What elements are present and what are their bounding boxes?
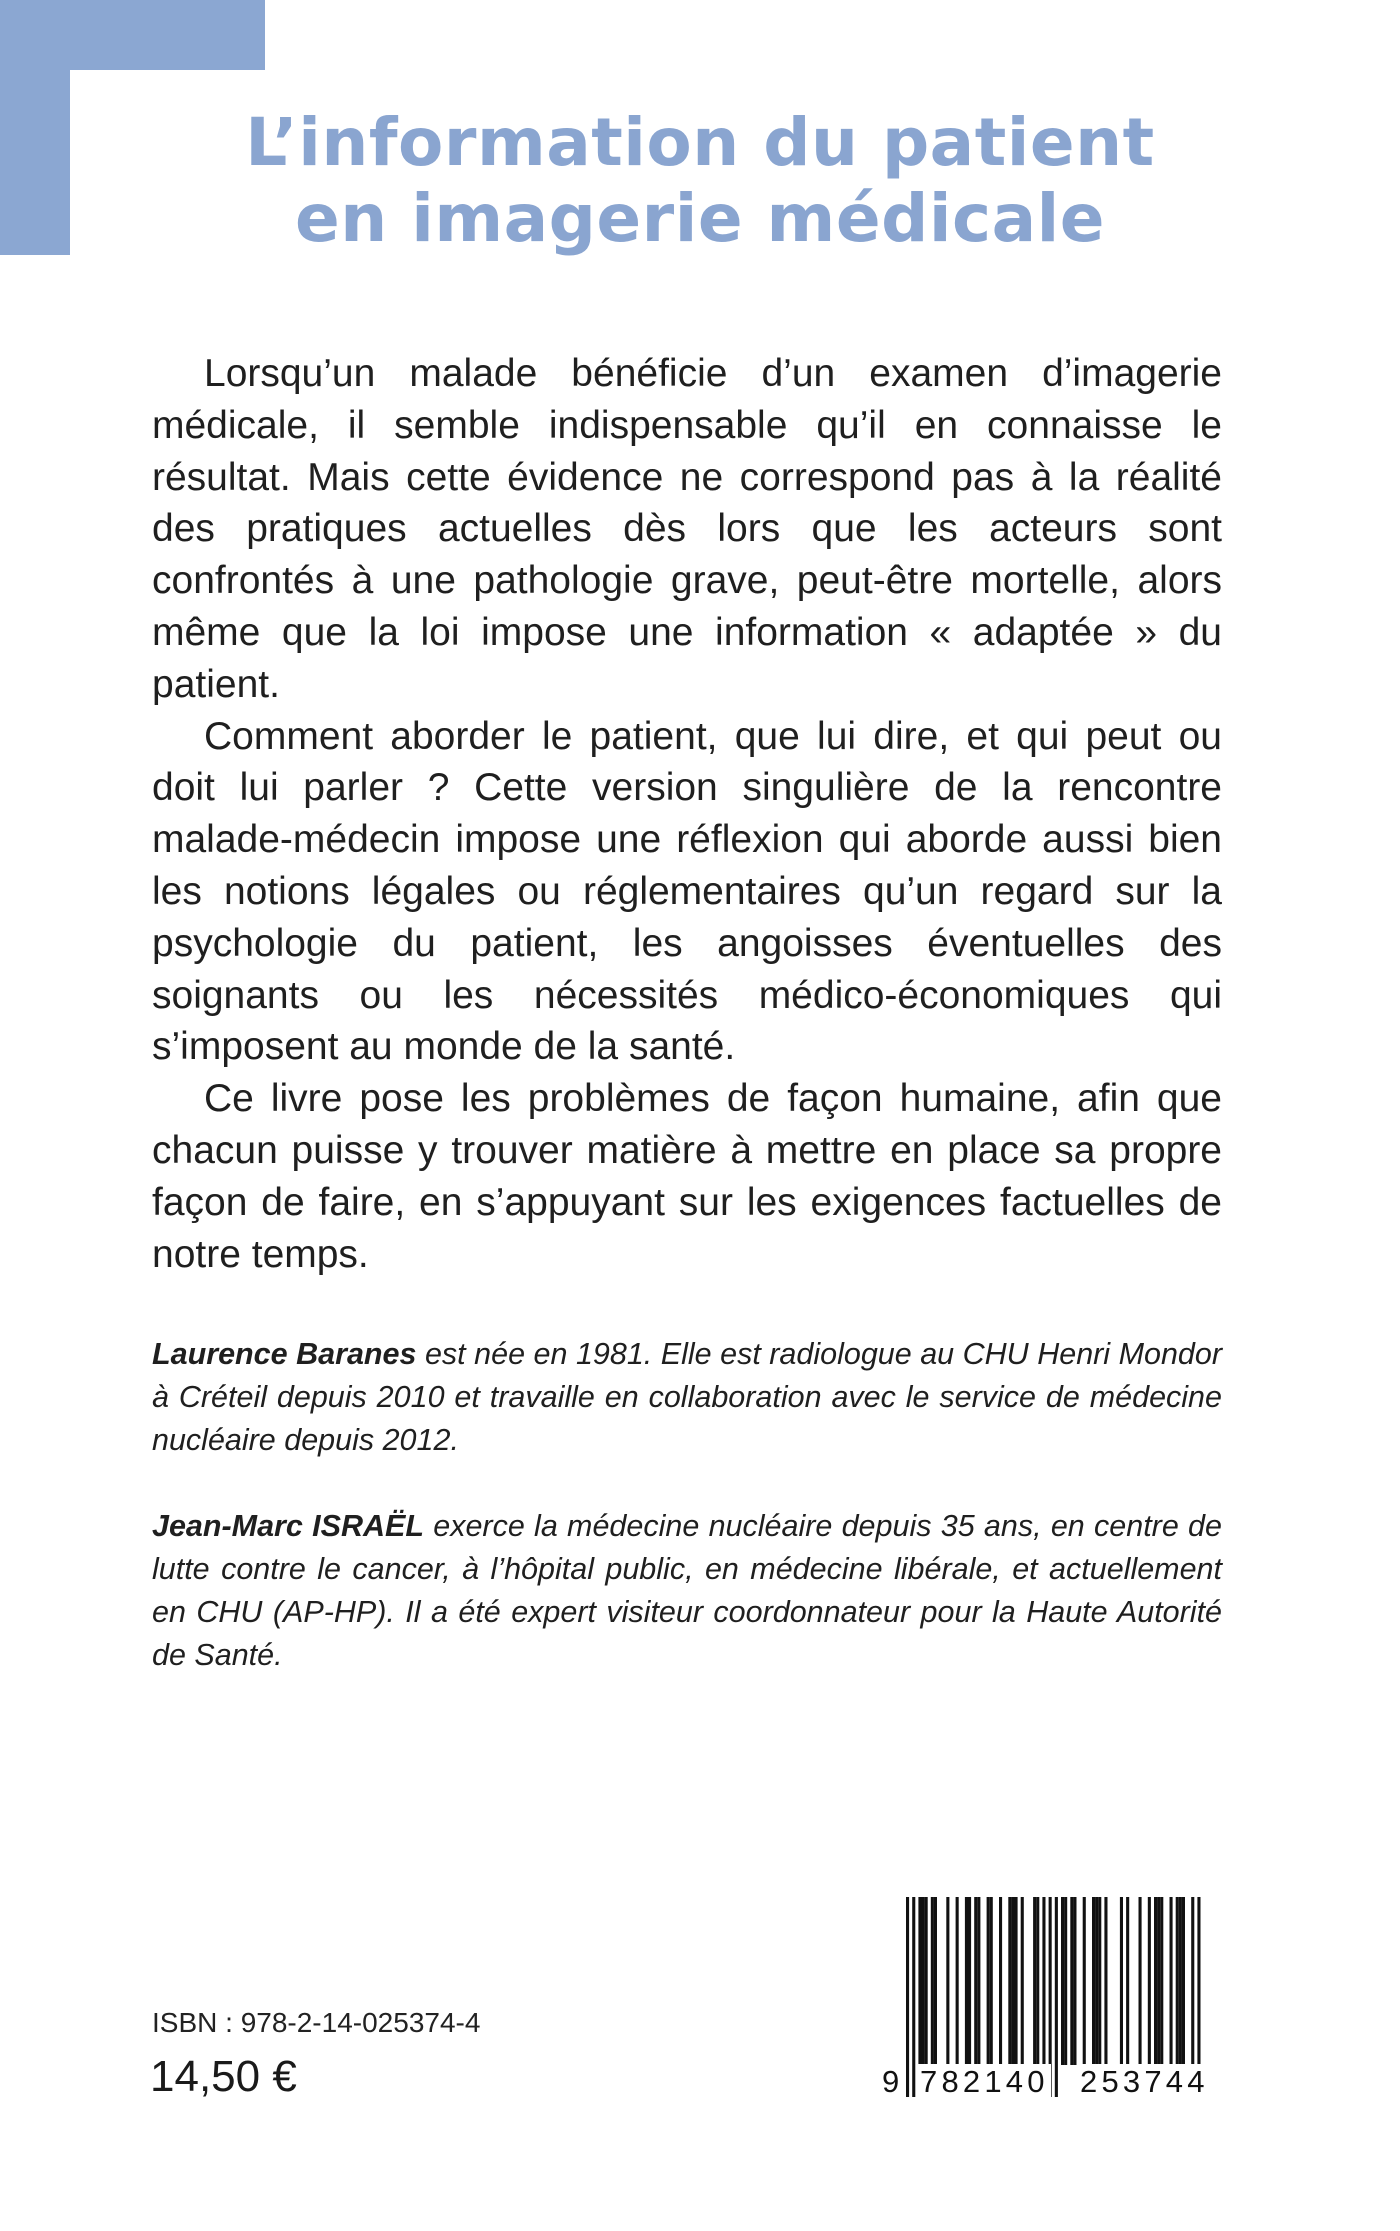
barcode-bar bbox=[1182, 1897, 1185, 2065]
barcode-bar bbox=[1055, 1897, 1058, 2097]
barcode-bar bbox=[1083, 1897, 1086, 2065]
barcode-bar bbox=[977, 1897, 980, 2065]
summary-paragraph: Ce livre pose les problèmes de façon humaine, afin que chacun puisse y trouver matière à mettre en place sa propre façon de faire, en s’appuyant sur les exigences factuelles de notre temps. bbox=[152, 1077, 1222, 1276]
barcode-bar bbox=[968, 1897, 971, 2065]
barcode-bar bbox=[987, 1897, 990, 2065]
back-cover-summary bbox=[152, 348, 1222, 1280]
barcode-bar bbox=[922, 1897, 925, 2065]
barcode-bar bbox=[931, 1897, 934, 2065]
barcode-bar bbox=[1070, 1897, 1073, 2065]
barcode-bar bbox=[1176, 1897, 1179, 2065]
author-bio-text: exerce la médecine nucléaire depuis 35 ans, en centre de lutte contre le cancer, à l’hôpital public, en médecine libérale, et actuellement en CHU (AP-HP). Il a été expert visiteur coordonnateur pour la Haute Autorité de Santé. bbox=[152, 1509, 1222, 1672]
barcode-left-group: 782140 bbox=[920, 2064, 1049, 2099]
barcode-bar bbox=[1092, 1897, 1095, 2065]
isbn-label: ISBN : 978-2-14-025374-4 bbox=[152, 2007, 481, 2038]
barcode-bar bbox=[1170, 1897, 1173, 2065]
barcode-bar bbox=[1120, 1897, 1123, 2065]
author-bio bbox=[152, 1333, 1222, 1462]
barcode-bar bbox=[999, 1897, 1002, 2065]
barcode-bar bbox=[1015, 1897, 1018, 2065]
author-bio bbox=[152, 1505, 1222, 1677]
barcode-bar bbox=[1011, 1897, 1014, 2065]
barcode-bar bbox=[965, 1897, 968, 2065]
price-label: 14,50 € bbox=[150, 2052, 297, 2101]
barcode-bar bbox=[1021, 1897, 1024, 2065]
barcode-bar bbox=[1160, 1897, 1163, 2065]
author-name: Jean-Marc ISRAËL bbox=[152, 1509, 424, 1543]
barcode-bar bbox=[974, 1897, 977, 2065]
summary-paragraph: Lorsqu’un malade bénéficie d’un examen d’imagerie médicale, il semble indispensable qu’il en connaisse le résultat. Mais cette évidence ne correspond pas à la réalité des pratiques actuelles dès lors que les acteurs sont confrontés à une pathologie grave, peut-être mortelle, alors même que la loi impose une information « adaptée » du patient. bbox=[152, 352, 1222, 706]
barcode-bar bbox=[1126, 1897, 1129, 2065]
barcode-bar bbox=[1098, 1897, 1101, 2065]
barcode-bar bbox=[1042, 1897, 1045, 2065]
barcode-bar bbox=[912, 1897, 915, 2097]
barcode-bar bbox=[990, 1897, 993, 2065]
corner-accent-bar bbox=[0, 0, 70, 255]
book-title-line-1: L’information du patient bbox=[245, 104, 1155, 181]
barcode-right-group: 253744 bbox=[1080, 2064, 1209, 2099]
summary-paragraph: Comment aborder le patient, que lui dire, et qui peut ou doit lui parler ? Cette version singulière de la rencontre malade-médecin impose une réflexion qui aborde aussi bien les notions légales ou réglementaires qu’un regard sur la psychologie du patient, les angoisses éventuelles des soignants ou les nécessités médico-économiques qui s’imposent au monde de la santé. bbox=[152, 714, 1222, 1069]
barcode-first-digit: 9 bbox=[882, 2064, 904, 2099]
barcode-bar bbox=[1064, 1897, 1067, 2065]
barcode-bar bbox=[1033, 1897, 1036, 2065]
barcode-bar bbox=[1036, 1897, 1039, 2065]
barcode-bar bbox=[925, 1897, 928, 2065]
barcode-bar bbox=[1008, 1897, 1011, 2065]
barcode-bar bbox=[1073, 1897, 1076, 2065]
barcode-bar bbox=[1148, 1897, 1151, 2065]
barcode-bar bbox=[1157, 1897, 1160, 2065]
barcode-bar bbox=[1061, 1897, 1064, 2065]
book-title-line-2: en imagerie médicale bbox=[294, 180, 1106, 257]
barcode-bar bbox=[1104, 1897, 1107, 2065]
barcode-bar bbox=[1139, 1897, 1142, 2065]
author-bio-text: est née en 1981. Elle est radiologue au CHU Henri Mondor à Créteil depuis 2010 et travaille en collaboration avec le service de médecine nucléaire depuis 2012. bbox=[152, 1337, 1222, 1457]
barcode-bar bbox=[1095, 1897, 1098, 2065]
book-title bbox=[150, 105, 1250, 257]
isbn-barcode bbox=[880, 1897, 1235, 2107]
author-bios bbox=[152, 1333, 1222, 1720]
barcode-bar bbox=[1154, 1897, 1157, 2065]
barcode-bar bbox=[934, 1897, 937, 2065]
author-name: Laurence Baranes bbox=[152, 1337, 417, 1371]
barcode-bar bbox=[956, 1897, 959, 2065]
barcode-bar bbox=[1179, 1897, 1182, 2065]
barcode-bar bbox=[906, 1897, 909, 2097]
barcode-bar bbox=[918, 1897, 921, 2065]
barcode-bar bbox=[946, 1897, 949, 2065]
